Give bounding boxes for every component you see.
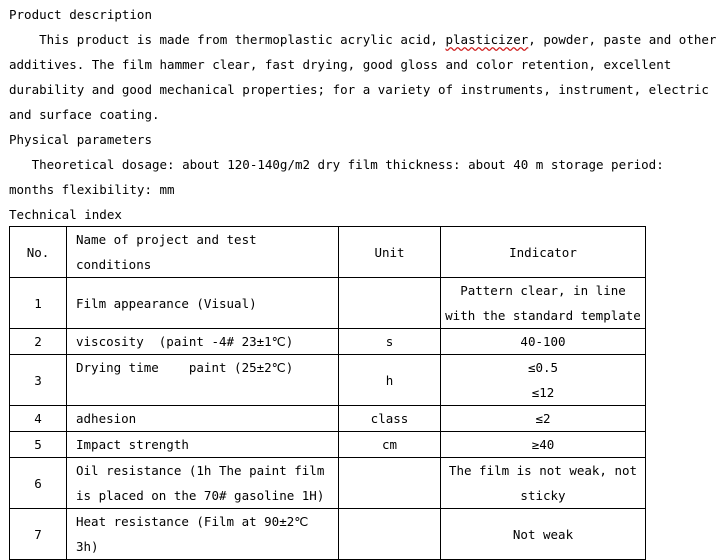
- indicator-line: ≤12: [531, 385, 555, 400]
- physical-parameters-heading: Physical parameters: [9, 132, 152, 147]
- description-text: , powder, paste and other: [528, 32, 716, 47]
- table-row: [10, 329, 646, 355]
- description-line-3: durability and good mechanical properties; for a variety of instruments, instrument, electric: [9, 82, 709, 97]
- table-row: [10, 432, 646, 458]
- table-row: [10, 458, 646, 509]
- header-unit: Unit: [339, 227, 441, 278]
- header-indicator: Indicator: [441, 227, 646, 278]
- cell-indicator: Not weak: [441, 509, 646, 560]
- cell-name: Film appearance (Visual): [67, 278, 339, 329]
- cell-name: Impact strength: [67, 432, 339, 458]
- cell-name: Drying time paint (25±2℃): [67, 355, 339, 406]
- cell-name: Oil resistance (1h The paint film is placed on the 70# gasoline 1H): [67, 458, 339, 509]
- cell-name: Heat resistance (Film at 90±2℃ 3h): [67, 509, 339, 560]
- cell-indicator: [441, 355, 646, 406]
- technical-index-heading: Technical index: [9, 207, 122, 222]
- table-row: [10, 509, 646, 560]
- description-line-2: additives. The film hammer clear, fast drying, good gloss and color retention, excellent: [9, 57, 672, 72]
- cell-name: adhesion: [67, 406, 339, 432]
- cell-no: 5: [10, 432, 67, 458]
- description-text: This product is made from thermoplastic acrylic acid,: [9, 32, 446, 47]
- cell-unit: [339, 458, 441, 509]
- cell-name: viscosity (paint -4# 23±1℃): [67, 329, 339, 355]
- cell-no: 1: [10, 278, 67, 329]
- cell-indicator: 40-100: [441, 329, 646, 355]
- cell-unit: [339, 278, 441, 329]
- cell-unit: cm: [339, 432, 441, 458]
- cell-indicator: Pattern clear, in line with the standard template: [441, 278, 646, 329]
- description-line-1: [9, 32, 716, 48]
- cell-no: 3: [10, 355, 67, 406]
- header-no: No.: [10, 227, 67, 278]
- cell-indicator: ≤2: [441, 406, 646, 432]
- technical-index-table: [9, 226, 646, 560]
- table-row: [10, 355, 646, 406]
- table-header-row: [10, 227, 646, 278]
- cell-indicator: The film is not weak, not sticky: [441, 458, 646, 509]
- cell-no: 6: [10, 458, 67, 509]
- spellcheck-word: plasticizer: [445, 32, 529, 47]
- cell-indicator: ≥40: [441, 432, 646, 458]
- table-row: [10, 278, 646, 329]
- cell-no: 4: [10, 406, 67, 432]
- header-name: Name of project and test conditions: [67, 227, 339, 278]
- indicator-line: ≤0.5: [527, 360, 559, 375]
- physical-line-1: Theoretical dosage: about 120-140g/m2 dry film thickness: about 40 m storage period:: [9, 157, 664, 172]
- cell-unit: class: [339, 406, 441, 432]
- product-description-heading: Product description: [9, 7, 152, 22]
- physical-line-2: months flexibility: mm: [9, 182, 175, 197]
- cell-unit: [339, 509, 441, 560]
- cell-no: 7: [10, 509, 67, 560]
- cell-unit: h: [339, 355, 441, 406]
- cell-no: 2: [10, 329, 67, 355]
- table-row: [10, 406, 646, 432]
- description-line-4: and surface coating.: [9, 107, 160, 122]
- cell-unit: s: [339, 329, 441, 355]
